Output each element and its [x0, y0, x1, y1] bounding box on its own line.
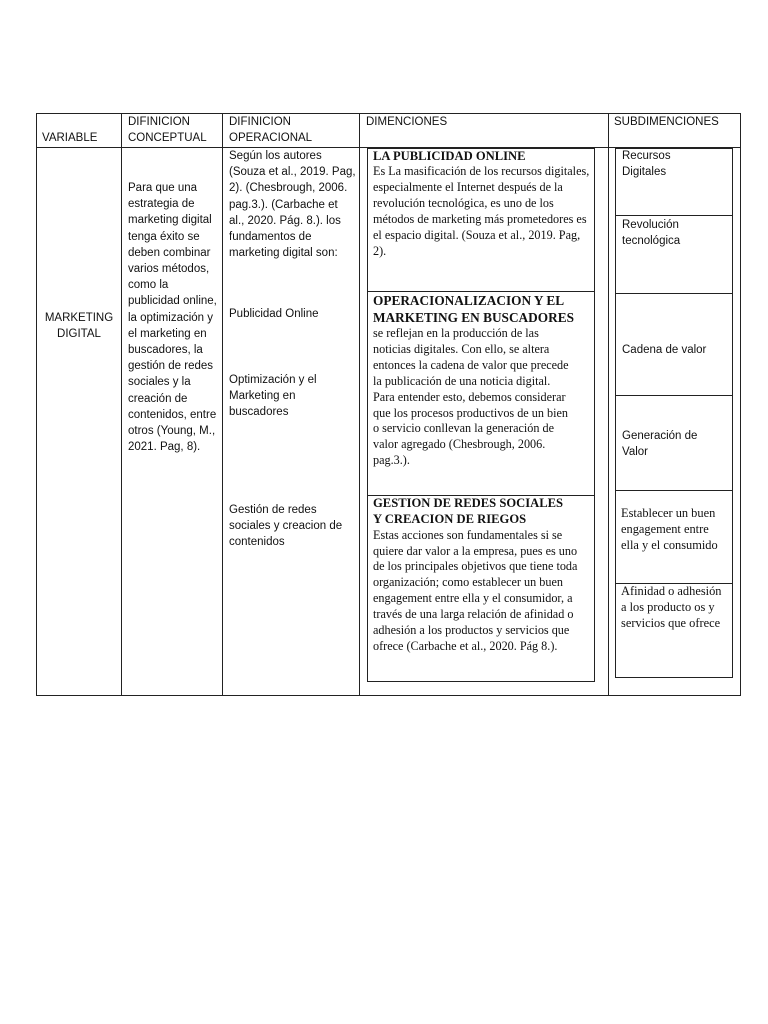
column-divider [608, 113, 609, 696]
operational-intro: Según los autores (Souza et al., 2019. Pag, 2). (Chesbrough, 2006. pag.3.). (Carbache et al., 2020. Pág. 8.). los fundamentos de marketing digital son: [229, 150, 356, 260]
dimension-publicidad [373, 148, 593, 260]
subdimension-cadena: Cadena de valor [622, 344, 707, 356]
column-divider [359, 113, 360, 696]
dimension-gestion [373, 496, 591, 655]
subdimension-afinidad: Afinidad o adhesión a los producto os y servicios que ofrece [621, 584, 722, 630]
dimension-body: Es La masificación de los recursos digitales, especialmente el Internet después de la revolución tecnológica, es uno de los métodos de marketing más prometedores es el espacio digital. (Souza et al., 2019. Pag, 2). [373, 164, 590, 258]
header-operacional: DIFINICION OPERACIONAL [229, 116, 313, 144]
header-variable: VARIABLE [42, 132, 98, 144]
operational-item-publicidad: Publicidad Online [229, 308, 319, 320]
header-subdimensiones: SUBDIMENCIONES [614, 116, 719, 128]
dimension-title: OPERACIONALIZACION Y EL MARKETING EN BUSCADORES [373, 293, 574, 325]
column-divider [222, 113, 223, 696]
subdimension-divider [615, 395, 733, 396]
subdimension-revolucion: Revolución tecnológica [622, 219, 681, 248]
dimension-body: se reflejan en la producción de las noticias digitales. Con ello, se altera entonces la cadena de valor que precede la publicación de una noticia digital. Para entender esto, debemos considerar que los procesos productivos de un bien o servicio conllevan la generación de valor agregado (Chesbrough, 2006. pag.3.). [373, 326, 569, 468]
subdimension-divider [615, 490, 733, 491]
operational-item-gestion: Gestión de redes sociales y creacion de contenidos [229, 504, 343, 549]
variable-name: MARKETING DIGITAL [44, 312, 114, 341]
subdimension-divider [615, 215, 733, 216]
operational-item-optimizacion: Optimización y el Marketing en buscadores [229, 374, 317, 419]
subdimension-generacion: Generación de Valor [622, 430, 698, 459]
dimension-title: LA PUBLICIDAD ONLINE [373, 149, 526, 163]
dimension-body: Estas acciones son fundamentales si se quiere dar valor a la empresa, pues es uno de los principales objetivos que tiene toda organización; como establecer un buen engagement entre ella y el consumidor, a través de una larga relación de afinidad o adhesión a los productos y servicios que ofrece (Carbache et al., 2020. Pág 8.). [373, 527, 578, 653]
header-conceptual: DIFINICION CONCEPTUAL [128, 116, 207, 144]
conceptual-definition: Para que una estrategia de marketing digital tenga éxito se deben combinar varios métodos, como la publicidad online, la optimización y el marketing en buscadores, la gestión de redes sociales y la creación de contenidos, entre otros (Young, M., 2021. Pag, 8). [128, 182, 217, 454]
column-divider [121, 113, 122, 696]
dimension-operacionalizacion [373, 292, 585, 469]
subdimension-divider [615, 293, 733, 294]
subdimension-recursos: Recursos Digitales [622, 150, 671, 179]
header-dimensiones: DIMENCIONES [366, 116, 448, 128]
subdimension-engagement: Establecer un buen engagement entre ella y el consumido [621, 506, 718, 552]
dimension-title: GESTION DE REDES SOCIALES Y CREACION DE RIEGOS [373, 496, 564, 526]
